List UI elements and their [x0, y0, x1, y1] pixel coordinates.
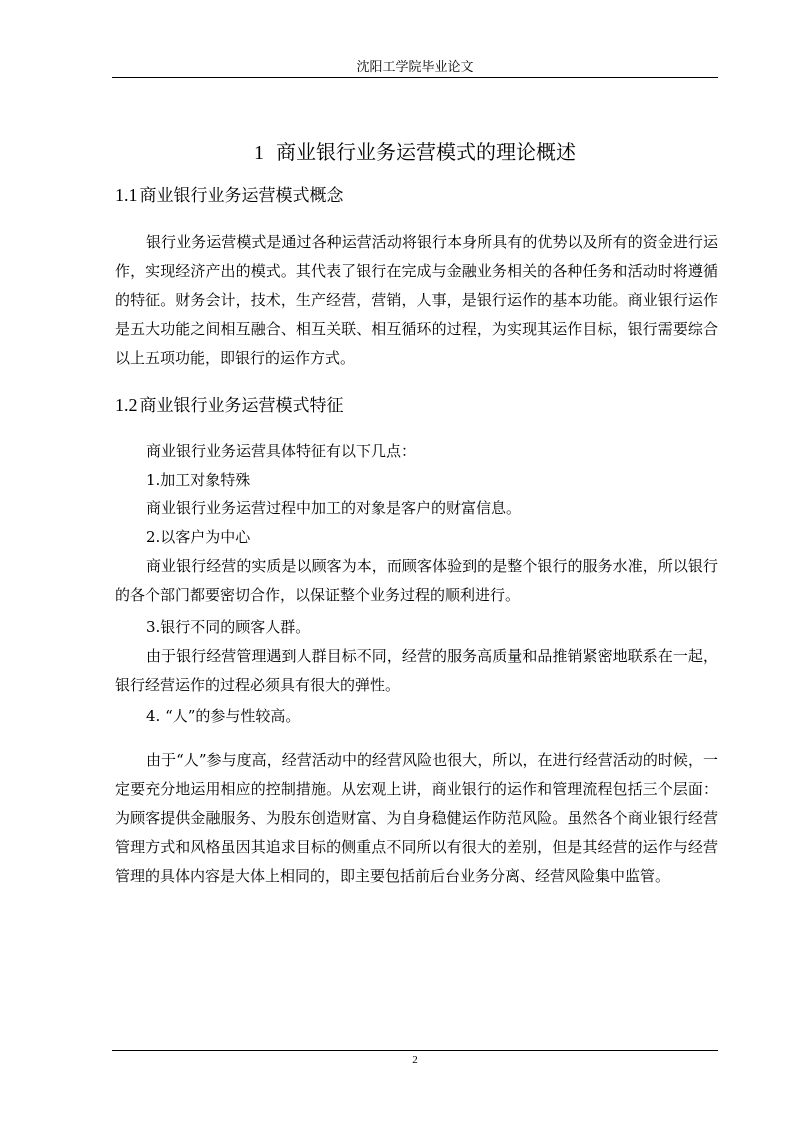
- chapter-number: 1: [254, 142, 264, 164]
- feature-body-4: 由于“人”参与度高，经营活动中的经营风险也很大，所以，在进行经营活动的时候，一定要充分地运用相应的控制措施。从宏观上讲，商业银行的运作和管理流程包括三个层面：为顾客提供金融服务、为股东创造财富、为自身稳健运作防范风险。虽然各个商业银行经营管理方式和风格虽因其追求目标的侧重点不同所以有很大的差别，但是其经营的运作与经营管理的具体内容是大体上相同的，即主要包括前后台业务分离、经营风险集中监管。: [115, 751, 718, 885]
- section-number: 1.2: [115, 395, 138, 415]
- feature-heading-2: 2.以客户为中心: [146, 528, 251, 546]
- feature-body-2: 商业银行经营的实质是以顾客为本，而顾客体验到的是整个银行的服务水准，所以银行的各个部门都要密切合作，以保证整个业务过程的顺利进行。: [115, 557, 718, 604]
- section-title-text: 商业银行业务运营模式特征: [139, 396, 344, 416]
- section-title-1-2: [115, 393, 344, 418]
- section-title-text: 商业银行业务运营模式概念: [139, 186, 344, 206]
- feature-heading-3: 3.银行不同的顾客人群。: [146, 618, 311, 636]
- section-title-1-1: [115, 183, 344, 208]
- header-rule: [112, 77, 718, 78]
- features-intro: 商业银行业务运营具体特征有以下几点：: [146, 442, 417, 460]
- paragraph-concept: 银行业务运营模式是通过各种运营活动将银行本身所具有的优势以及所有的资金进行运作，实现经济产出的模式。其代表了银行在完成与金融业务相关的各种任务和活动时将遵循的特征。财务会计，技术，生产经营，营销，人事，是银行运作的基本功能。商业银行运作是五大功能之间相互融合、相互关联、相互循环的过程，为实现其运作目标，银行需要综合以上五项功能，即银行的运作方式。: [115, 233, 718, 367]
- footer-rule: [112, 1050, 718, 1051]
- section-number: 1.1: [115, 185, 138, 205]
- feature-body-3: 由于银行经营管理遇到人群目标不同，经营的服务高质量和品推销紧密地联系在一起，银行经营运作的过程必须具有很大的弹性。: [115, 647, 718, 694]
- chapter-title: [112, 138, 718, 167]
- feature-heading-4: 4. “人”的参与性较高。: [146, 707, 301, 725]
- page-header: 沈阳工学院毕业论文: [356, 60, 474, 75]
- feature-heading-1: 1.加工对象特殊: [146, 471, 251, 489]
- feature-body-1: 商业银行业务运营过程中加工的对象是客户的财富信息。: [146, 499, 522, 517]
- page-number: 2: [412, 1054, 418, 1066]
- chapter-title-text: 商业银行业务运营模式的理论概述: [276, 140, 576, 164]
